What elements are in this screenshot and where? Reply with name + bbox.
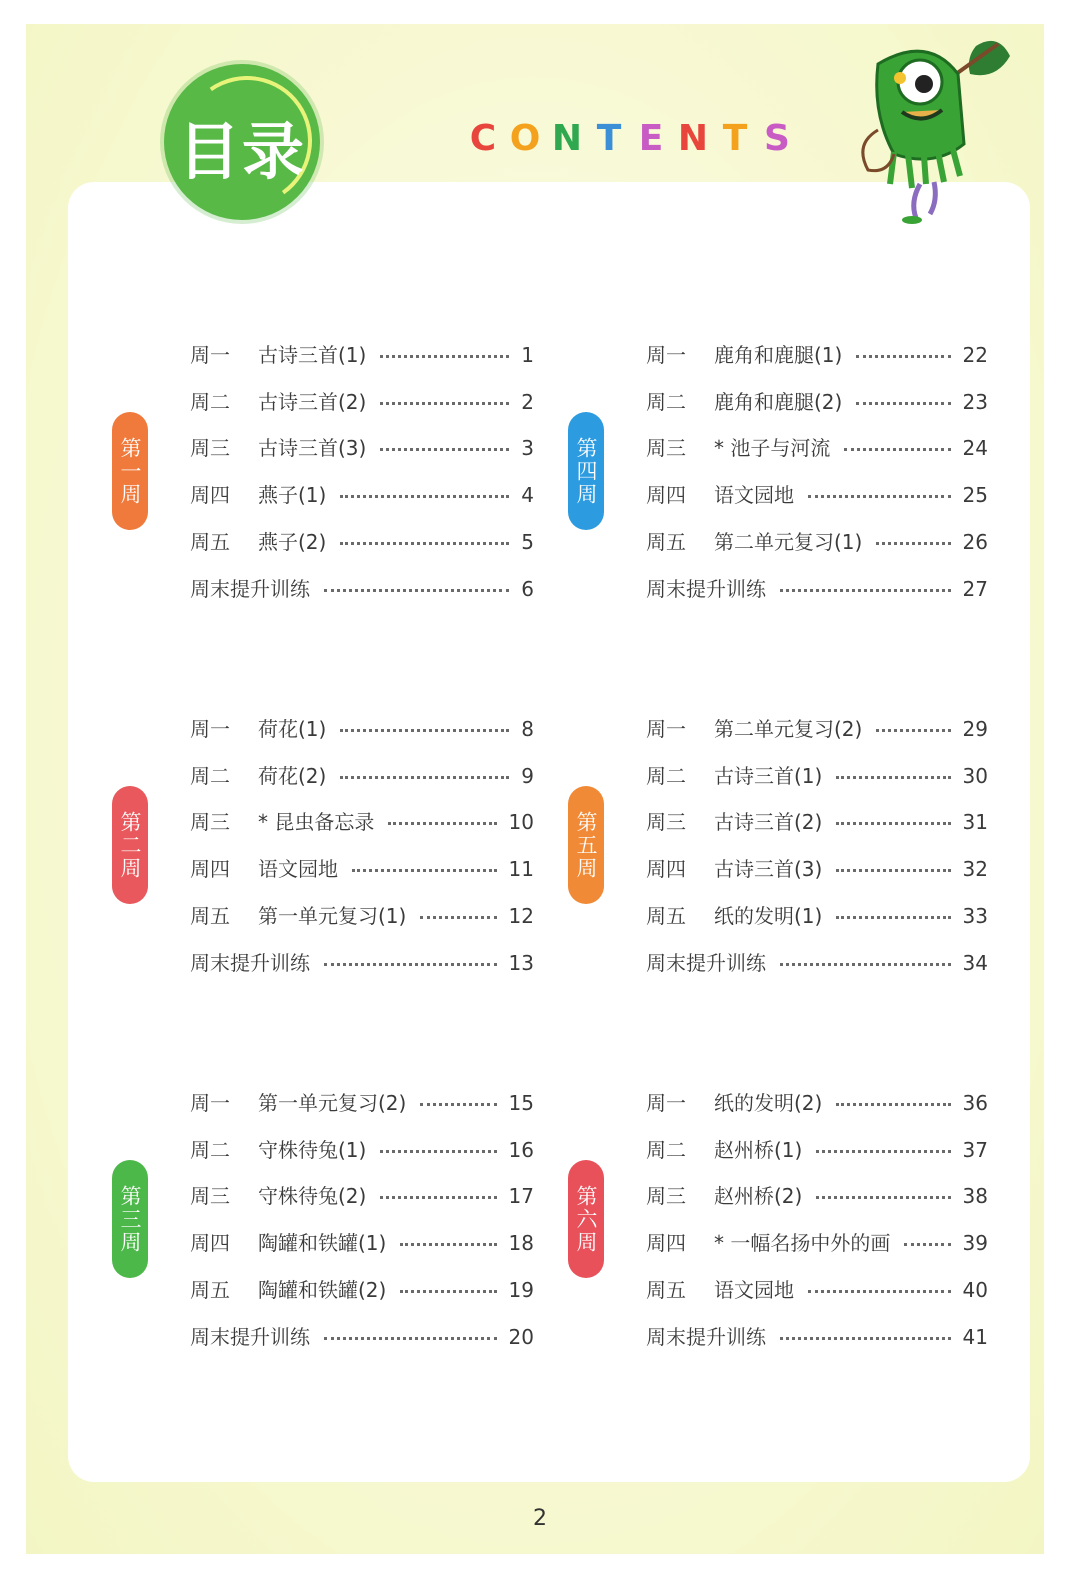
entry-title: * 一幅名扬中外的画 [714, 1231, 891, 1256]
entry-leader-dots [340, 725, 509, 732]
entry-page-number: 8 [521, 717, 534, 741]
entry-leader-dots [844, 444, 951, 451]
entry-day: 周四 [646, 857, 686, 882]
entry-title: 荷花(1) [258, 717, 327, 741]
contents-entry[interactable] [190, 1181, 534, 1211]
entry-leader-dots [808, 1286, 951, 1293]
entry-title: 赵州桥(1) [714, 1137, 803, 1162]
entry-page-number: 16 [508, 1137, 534, 1162]
contents-entry[interactable] [190, 340, 534, 370]
contents-entry[interactable] [190, 527, 534, 557]
entry-leader-dots [380, 1146, 497, 1153]
contents-entry[interactable] [190, 1088, 534, 1118]
entry-day: 周三 [646, 810, 686, 835]
entry-page-number: 37 [962, 1137, 988, 1162]
entry-title: 古诗三首(1) [258, 343, 367, 367]
entry-page-number: 1 [521, 343, 534, 367]
contents-entry[interactable] [646, 340, 988, 370]
entry-day: 周四 [190, 483, 230, 508]
entry-page-number: 2 [521, 389, 534, 414]
entry-page-number: 41 [962, 1324, 988, 1349]
contents-entry[interactable] [646, 1088, 988, 1118]
entry-title: 守株待兔(1) [258, 1137, 367, 1162]
entry-day: 周四 [190, 857, 230, 882]
week-tab: 第五周 [568, 786, 604, 904]
entry-leader-dots [836, 818, 951, 825]
entry-page-number: 17 [508, 1184, 534, 1209]
entry-page-number: 31 [962, 810, 988, 835]
entry-day: 周五 [646, 1277, 686, 1302]
contents-entry[interactable] [190, 901, 534, 931]
contents-entry[interactable] [190, 480, 534, 510]
contents-entry[interactable] [646, 901, 988, 931]
entry-leader-dots [400, 1286, 497, 1293]
contents-entry[interactable] [646, 761, 988, 791]
contents-entry[interactable] [190, 807, 534, 837]
contents-letter: E [638, 118, 664, 159]
entry-leader-dots [380, 351, 509, 358]
entry-day: 周二 [646, 389, 686, 414]
entry-page-number: 20 [508, 1324, 534, 1349]
entry-title: 第二单元复习(2) [714, 717, 863, 741]
entry-leader-dots [816, 1192, 951, 1199]
entry-title: 古诗三首(3) [258, 436, 367, 461]
badge-title: 目录 [177, 115, 306, 188]
entry-day: 周五 [190, 903, 230, 928]
entry-title: 第一单元复习(1) [258, 903, 407, 928]
entry-page-number: 26 [962, 529, 988, 554]
entry-leader-dots [876, 725, 951, 732]
entry-page-number: 36 [962, 1091, 988, 1115]
entry-day: 周一 [190, 1091, 230, 1115]
entry-page-number: 24 [962, 436, 988, 461]
entry-leader-dots [836, 865, 951, 872]
entry-leader-dots [836, 1099, 951, 1106]
entry-leader-dots [836, 772, 951, 779]
entry-day: 周四 [646, 483, 686, 508]
entry-title: 古诗三首(1) [714, 763, 823, 788]
entry-page-number: 39 [962, 1231, 988, 1256]
entry-page-number: 10 [508, 810, 534, 835]
entry-page-number: 29 [962, 717, 988, 741]
contents-letter: T [722, 118, 748, 159]
contents-entry[interactable] [646, 1135, 988, 1165]
entry-page-number: 5 [521, 529, 534, 554]
contents-entry[interactable] [190, 387, 534, 417]
week-tab: 第六周 [568, 1160, 604, 1278]
entry-day: 周一 [646, 717, 686, 741]
entry-leader-dots [856, 398, 951, 405]
contents-entry[interactable] [190, 1135, 534, 1165]
entry-page-number: 22 [962, 343, 988, 367]
contents-entry[interactable] [646, 1228, 988, 1258]
entry-leader-dots [400, 1239, 497, 1246]
contents-entry[interactable] [190, 574, 534, 604]
contents-entry[interactable] [646, 714, 988, 744]
entry-title: 古诗三首(3) [714, 857, 823, 882]
contents-entry[interactable] [646, 433, 988, 463]
entry-page-number: 4 [521, 483, 534, 508]
entry-title: 荷花(2) [258, 763, 327, 788]
entry-day: 周五 [646, 529, 686, 554]
contents-letter: T [596, 118, 622, 159]
contents-entry[interactable] [646, 574, 988, 604]
entry-title: 周末提升训练 [646, 950, 766, 975]
contents-letter: O [509, 118, 541, 159]
entry-leader-dots [388, 818, 497, 825]
entry-title: 赵州桥(2) [714, 1184, 803, 1209]
entry-title: 纸的发明(2) [714, 1091, 823, 1115]
entry-page-number: 33 [962, 903, 988, 928]
contents-letter: N [677, 118, 709, 159]
entry-day: 周三 [646, 1184, 686, 1209]
entry-day: 周四 [646, 1231, 686, 1256]
week-tab: 第一周 [112, 412, 148, 530]
contents-entry[interactable] [646, 387, 988, 417]
contents-entry[interactable] [190, 1322, 534, 1352]
week-tab: 第四周 [568, 412, 604, 530]
contents-badge [164, 64, 320, 220]
entry-leader-dots [808, 491, 951, 498]
entry-leader-dots [324, 1333, 497, 1340]
entry-day: 周五 [646, 903, 686, 928]
entry-page-number: 23 [962, 389, 988, 414]
entry-day: 周一 [646, 343, 686, 367]
entry-title: 周末提升训练 [646, 576, 766, 601]
mascot-illustration [838, 34, 1018, 224]
entry-title: 鹿角和鹿腿(1) [714, 343, 843, 367]
entry-page-number: 40 [962, 1277, 988, 1302]
entry-title: 鹿角和鹿腿(2) [714, 389, 843, 414]
contents-entry[interactable] [646, 1322, 988, 1352]
entry-leader-dots [340, 538, 509, 545]
entry-title: 周末提升训练 [190, 576, 310, 601]
contents-entry[interactable] [190, 433, 534, 463]
entry-page-number: 9 [521, 763, 534, 788]
entry-leader-dots [340, 491, 509, 498]
entry-title: 燕子(2) [258, 529, 327, 554]
entry-leader-dots [324, 959, 497, 966]
mascot-leaf-icon [956, 41, 1010, 75]
week-tab: 第三周 [112, 1160, 148, 1278]
entry-day: 周五 [190, 529, 230, 554]
entry-title: 古诗三首(2) [714, 810, 823, 835]
entry-title: 周末提升训练 [190, 1324, 310, 1349]
entry-page-number: 30 [962, 763, 988, 788]
contents-letter: S [764, 118, 790, 159]
entry-page-number: 38 [962, 1184, 988, 1209]
contents-entry[interactable] [646, 1181, 988, 1211]
entry-leader-dots [904, 1239, 951, 1246]
entry-day: 周三 [190, 810, 230, 835]
contents-entry[interactable] [646, 948, 988, 978]
entry-page-number: 27 [962, 576, 988, 601]
entry-day: 周二 [646, 763, 686, 788]
entry-title: 第一单元复习(2) [258, 1091, 407, 1115]
contents-entry[interactable] [646, 527, 988, 557]
entry-leader-dots [816, 1146, 951, 1153]
week-tab: 第二周 [112, 786, 148, 904]
entry-page-number: 34 [962, 950, 988, 975]
entry-leader-dots [340, 772, 509, 779]
entry-title: 燕子(1) [258, 483, 327, 508]
entry-title: 语文园地 [714, 483, 794, 508]
entry-page-number: 19 [508, 1277, 534, 1302]
entry-day: 周二 [190, 763, 230, 788]
entry-day: 周三 [190, 436, 230, 461]
entry-day: 周四 [190, 1231, 230, 1256]
entry-title: 古诗三首(2) [258, 389, 367, 414]
entry-day: 周三 [190, 1184, 230, 1209]
entry-title: 陶罐和铁罐(1) [258, 1231, 387, 1256]
entry-leader-dots [352, 865, 497, 872]
contents-entry[interactable] [646, 1275, 988, 1305]
entry-page-number: 6 [521, 576, 534, 601]
entry-title: 语文园地 [714, 1277, 794, 1302]
entry-page-number: 11 [508, 857, 534, 882]
entry-page-number: 18 [508, 1231, 534, 1256]
entry-day: 周二 [190, 1137, 230, 1162]
contents-letter: N [551, 118, 583, 159]
entry-day: 周一 [646, 1091, 686, 1115]
entry-leader-dots [324, 585, 509, 592]
contents-entry[interactable] [646, 480, 988, 510]
contents-entry[interactable] [190, 761, 534, 791]
entry-day: 周二 [190, 389, 230, 414]
entry-leader-dots [836, 912, 951, 919]
entry-title: * 昆虫备忘录 [258, 810, 375, 835]
contents-entry[interactable] [646, 807, 988, 837]
entry-leader-dots [876, 538, 951, 545]
entry-page-number: 3 [521, 436, 534, 461]
entry-leader-dots [380, 1192, 497, 1199]
entry-title: 守株待兔(2) [258, 1184, 367, 1209]
entry-title: 语文园地 [258, 857, 338, 882]
entry-page-number: 13 [508, 950, 534, 975]
entry-leader-dots [780, 959, 951, 966]
contents-entry[interactable] [190, 1275, 534, 1305]
entry-day: 周五 [190, 1277, 230, 1302]
entry-leader-dots [780, 585, 951, 592]
contents-entry[interactable] [646, 854, 988, 884]
entry-leader-dots [380, 398, 509, 405]
page-number: 2 [533, 1506, 547, 1531]
entry-title: 周末提升训练 [646, 1324, 766, 1349]
entry-day: 周一 [190, 343, 230, 367]
entry-page-number: 25 [962, 483, 988, 508]
entry-day: 周一 [190, 717, 230, 741]
entry-page-number: 15 [508, 1091, 534, 1115]
entry-day: 周二 [646, 1137, 686, 1162]
entry-title: 陶罐和铁罐(2) [258, 1277, 387, 1302]
entry-leader-dots [780, 1333, 951, 1340]
entry-title: 第二单元复习(1) [714, 529, 863, 554]
contents-entry[interactable] [190, 948, 534, 978]
entry-title: * 池子与河流 [714, 436, 831, 461]
contents-heading [462, 118, 798, 166]
contents-letter: C [469, 118, 497, 159]
entry-title: 纸的发明(1) [714, 903, 823, 928]
entry-leader-dots [420, 912, 497, 919]
contents-entry[interactable] [190, 854, 534, 884]
contents-entry[interactable] [190, 714, 534, 744]
entry-title: 周末提升训练 [190, 950, 310, 975]
entry-page-number: 12 [508, 903, 534, 928]
entry-day: 周三 [646, 436, 686, 461]
contents-entry[interactable] [190, 1228, 534, 1258]
entry-leader-dots [380, 444, 509, 451]
entry-page-number: 32 [962, 857, 988, 882]
entry-leader-dots [420, 1099, 497, 1106]
entry-leader-dots [856, 351, 951, 358]
